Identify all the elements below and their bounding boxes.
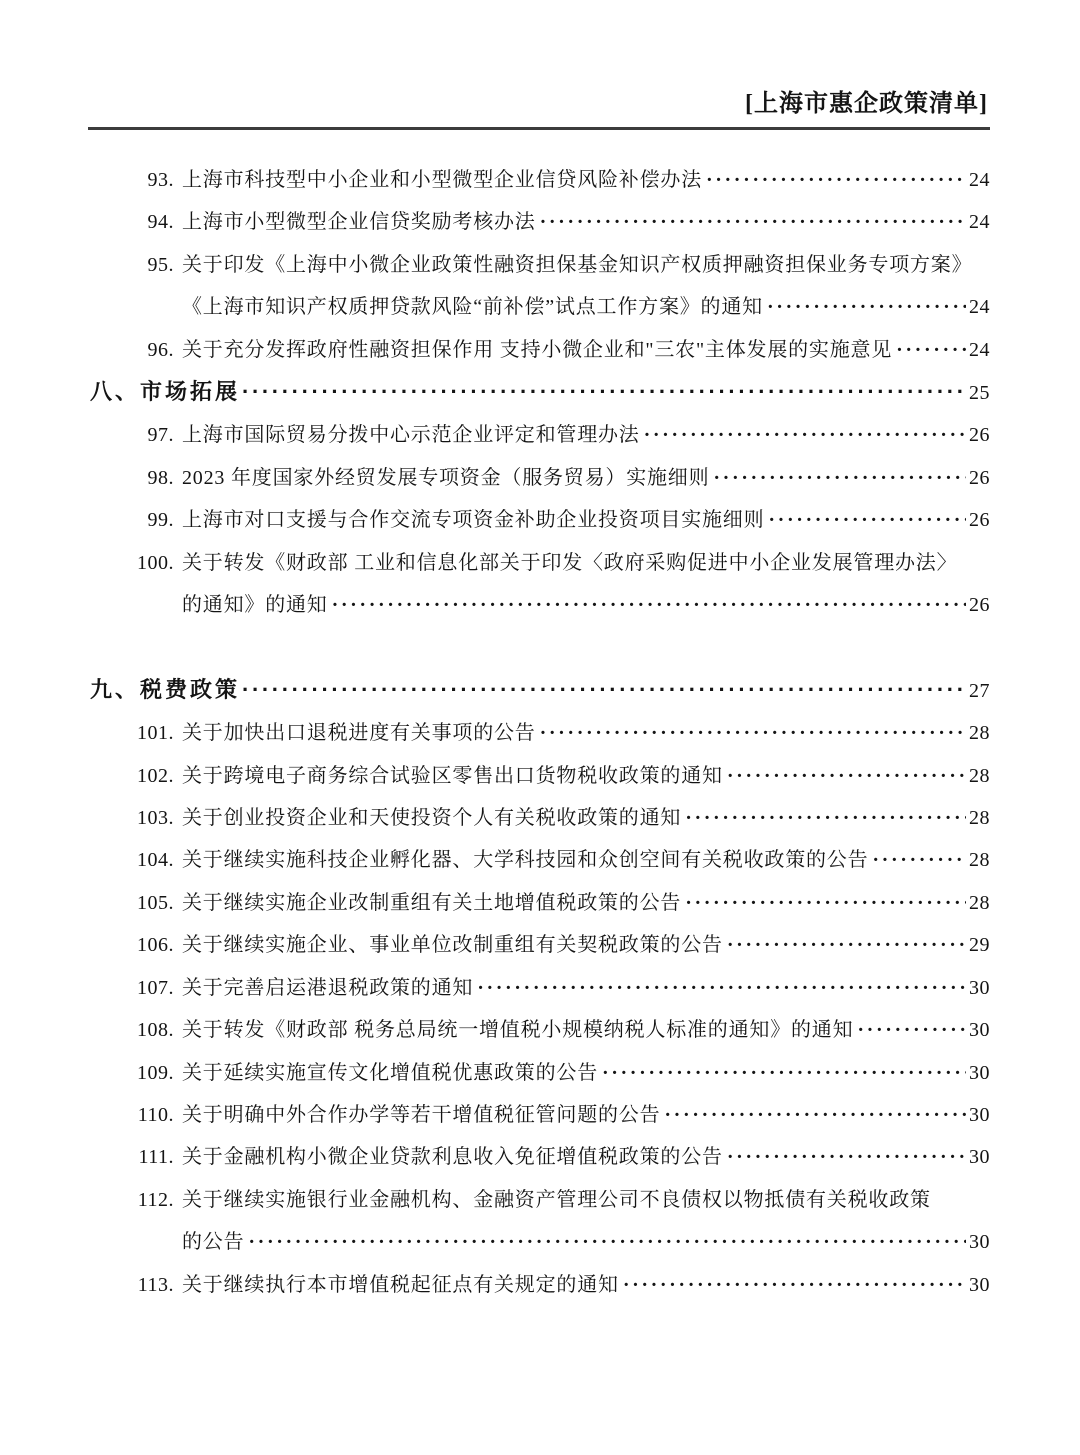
toc-item-title-line: 关于转发《财政部 工业和信息化部关于印发〈政府采购促进中小企业发展管理办法〉 xyxy=(182,551,958,574)
toc-item-title: 关于继续执行本市增值税起征点有关规定的通知 xyxy=(182,1273,619,1296)
dot-leader xyxy=(664,1094,966,1136)
toc-item-body xyxy=(182,414,990,456)
page-number: 28 xyxy=(969,764,990,787)
toc-item-row xyxy=(88,201,990,243)
header-rule xyxy=(88,127,990,130)
toc-item-body xyxy=(182,924,990,966)
dot-leader xyxy=(727,1136,966,1178)
dot-leader xyxy=(727,755,966,797)
dot-leader xyxy=(685,797,966,839)
toc-item-row xyxy=(88,244,990,329)
toc-item-row xyxy=(88,159,990,201)
toc-item-title: 关于加快出口退税进度有关事项的公告 xyxy=(182,722,536,745)
toc-item-number: 105. xyxy=(137,891,174,914)
dot-leader xyxy=(896,329,966,371)
toc-item-row xyxy=(88,499,990,541)
toc-section-label: 八、 xyxy=(90,379,141,405)
page-number: 28 xyxy=(969,891,990,914)
toc-item-number: 95. xyxy=(147,253,174,276)
toc-item-last-line xyxy=(182,1136,990,1178)
toc-item-row xyxy=(88,967,990,1009)
toc-item-number: 94. xyxy=(147,211,174,234)
toc-item-last-line xyxy=(182,882,990,924)
toc-item-title: 《上海市知识产权质押贷款风险“前补偿”试点工作方案》的通知 xyxy=(182,296,763,319)
toc-item-row xyxy=(88,414,990,456)
toc-section-title: 税费政策 xyxy=(140,676,241,702)
toc-item-last-line xyxy=(182,924,990,966)
dot-leader xyxy=(248,1221,966,1263)
toc-item-number: 99. xyxy=(147,509,174,532)
toc-item-row xyxy=(88,712,990,754)
page-number: 28 xyxy=(969,722,990,745)
toc-item-body xyxy=(182,1009,990,1051)
toc-item-title: 关于继续实施科技企业孵化器、大学科技园和众创空间有关税收政策的公告 xyxy=(182,849,869,872)
toc-item-last-line xyxy=(182,712,990,754)
toc-item-number: 109. xyxy=(137,1061,174,1084)
dot-leader xyxy=(857,1009,966,1051)
toc-item-row xyxy=(88,924,990,966)
page-header xyxy=(88,92,990,130)
toc-item-last-line xyxy=(182,1052,990,1094)
toc-item-last-line xyxy=(182,1094,990,1136)
page-number: 26 xyxy=(969,424,990,447)
toc-item-body xyxy=(182,159,990,201)
toc-item-body xyxy=(182,967,990,1009)
toc-item-number: 101. xyxy=(137,722,174,745)
page-number: 26 xyxy=(969,594,990,617)
toc-item-body xyxy=(182,797,990,839)
toc-item-title-line: 关于继续实施银行业金融机构、金融资产管理公司不良债权以物抵债有关税收政策 xyxy=(182,1188,931,1211)
toc-item-last-line xyxy=(182,797,990,839)
toc-item-title: 上海市科技型中小企业和小型微型企业信贷风险补偿办法 xyxy=(182,169,702,191)
toc-item-row xyxy=(88,1264,990,1306)
toc-item-title: 2023 年度国家外经贸发展专项资金（服务贸易）实施细则 xyxy=(182,466,710,489)
dot-leader xyxy=(540,712,966,754)
dot-leader xyxy=(872,839,966,881)
page-number: 27 xyxy=(969,679,990,702)
page-number: 29 xyxy=(969,934,990,957)
toc-item-number: 112. xyxy=(137,1188,174,1211)
toc-item-body xyxy=(182,329,990,371)
toc-item-last-line xyxy=(182,1221,990,1263)
toc-item-body xyxy=(182,1179,990,1264)
toc-item-last-line xyxy=(182,286,990,328)
toc-item-last-line xyxy=(182,1009,990,1051)
toc-item-number: 113. xyxy=(137,1273,174,1296)
toc-item-row xyxy=(88,1009,990,1051)
toc-item-body xyxy=(182,1052,990,1094)
page-number: 24 xyxy=(969,296,990,319)
toc-item-title: 上海市对口支援与合作交流专项资金补助企业投资项目实施细则 xyxy=(182,509,765,532)
toc-item-title: 关于完善启运港退税政策的通知 xyxy=(182,976,474,999)
dot-leader xyxy=(623,1264,966,1306)
dot-leader xyxy=(332,584,966,626)
toc-item-title: 关于金融机构小微企业贷款利息收入免征增值税政策的公告 xyxy=(182,1146,723,1169)
toc-section-row xyxy=(88,371,990,414)
toc-item-row xyxy=(88,797,990,839)
toc-section-row xyxy=(88,669,990,712)
toc-item-row xyxy=(88,882,990,924)
page-number: 24 xyxy=(969,338,990,361)
toc-item-row xyxy=(88,1179,990,1264)
page-number: 30 xyxy=(969,976,990,999)
page-number: 30 xyxy=(969,1231,990,1254)
dot-leader xyxy=(602,1052,966,1094)
toc-item-row xyxy=(88,1052,990,1094)
toc-item-last-line xyxy=(182,499,990,541)
toc-section-title: 市场拓展 xyxy=(140,379,241,405)
toc-item-body xyxy=(182,201,990,243)
page-number: 26 xyxy=(969,509,990,532)
toc-item-body xyxy=(182,755,990,797)
dot-leader xyxy=(685,882,966,924)
toc-item-body xyxy=(182,542,990,627)
dot-leader xyxy=(768,499,966,541)
toc-item-title: 关于明确中外合作办学等若干增值税征管问题的公告 xyxy=(182,1103,661,1126)
toc-item-body xyxy=(182,1094,990,1136)
toc-item-title: 关于转发《财政部 税务总局统一增值税小规模纳税人标准的通知》的通知 xyxy=(182,1019,854,1042)
toc-item-body xyxy=(182,499,990,541)
page-number: 30 xyxy=(969,1019,990,1042)
toc-item-row xyxy=(88,1136,990,1178)
toc-item-number: 106. xyxy=(137,934,174,957)
toc-spacer xyxy=(88,626,990,668)
page-number: 30 xyxy=(969,1273,990,1296)
dot-leader xyxy=(644,414,966,456)
toc-item-row xyxy=(88,1094,990,1136)
toc-item-title: 的公告 xyxy=(182,1231,245,1254)
toc-item-last-line xyxy=(182,839,990,881)
toc-item-number: 111. xyxy=(138,1146,174,1169)
toc-item-body xyxy=(182,244,990,329)
toc-item-row xyxy=(88,755,990,797)
toc-item-body xyxy=(182,1136,990,1178)
toc-item-number: 110. xyxy=(137,1103,174,1126)
toc-item-number: 108. xyxy=(137,1019,174,1042)
toc-item-number: 107. xyxy=(137,976,174,999)
toc-item-body xyxy=(182,1264,990,1306)
toc-item-last-line xyxy=(182,457,990,499)
page-number: 24 xyxy=(969,169,990,191)
toc-item-number: 93. xyxy=(147,169,174,191)
toc-item-title-line: 关于印发《上海中小微企业政策性融资担保基金知识产权质押融资担保业务专项方案》 xyxy=(182,253,973,276)
page-number: 24 xyxy=(969,211,990,234)
toc-item-number: 103. xyxy=(137,807,174,830)
toc-item-body xyxy=(182,882,990,924)
toc-item-last-line xyxy=(182,201,990,243)
toc-section-label: 九、 xyxy=(90,676,141,702)
dot-leader xyxy=(767,286,966,328)
dot-leader xyxy=(540,201,966,243)
toc-item-number: 102. xyxy=(137,764,174,787)
toc-item-last-line xyxy=(182,755,990,797)
page-number: 28 xyxy=(969,849,990,872)
toc-item-last-line xyxy=(182,1264,990,1306)
page-number: 30 xyxy=(969,1061,990,1084)
toc-item-body xyxy=(182,839,990,881)
dot-leader xyxy=(242,669,966,711)
toc-item-row xyxy=(88,542,990,627)
toc-item-title: 关于延续实施宣传文化增值税优惠政策的公告 xyxy=(182,1061,598,1084)
page-number: 28 xyxy=(969,807,990,830)
toc-item-title: 上海市小型微型企业信贷奖励考核办法 xyxy=(182,211,536,234)
page-number: 26 xyxy=(969,466,990,489)
page-number: 30 xyxy=(969,1146,990,1169)
toc-item-last-line xyxy=(182,967,990,1009)
toc-item-last-line xyxy=(182,159,990,201)
toc-item-row xyxy=(88,329,990,371)
toc-item-last-line xyxy=(182,329,990,371)
toc-item-last-line xyxy=(182,584,990,626)
dot-leader xyxy=(713,457,966,499)
page-header-title: [上海市惠企政策清单] xyxy=(745,91,988,117)
page-number: 25 xyxy=(969,382,990,405)
dot-leader xyxy=(242,371,966,413)
page-number: 30 xyxy=(969,1103,990,1126)
toc-list xyxy=(88,159,990,1306)
toc-item-title: 关于继续实施企业改制重组有关土地增值税政策的公告 xyxy=(182,891,682,914)
toc-item-number: 98. xyxy=(147,466,174,489)
toc-item-title: 上海市国际贸易分拨中心示范企业评定和管理办法 xyxy=(182,424,640,447)
toc-item-last-line xyxy=(182,414,990,456)
dot-leader xyxy=(706,159,966,201)
toc-item-row xyxy=(88,457,990,499)
toc-item-title: 的通知》的通知 xyxy=(182,594,328,617)
toc-item-number: 104. xyxy=(137,849,174,872)
toc-item-number: 97. xyxy=(147,424,174,447)
toc-item-title: 关于创业投资企业和天使投资个人有关税收政策的通知 xyxy=(182,807,682,830)
toc-item-body xyxy=(182,457,990,499)
dot-leader xyxy=(727,924,966,966)
toc-item-title: 关于跨境电子商务综合试验区零售出口货物税收政策的通知 xyxy=(182,764,723,787)
dot-leader xyxy=(477,967,966,1009)
toc-item-body xyxy=(182,712,990,754)
toc-item-title: 关于充分发挥政府性融资担保作用 支持小微企业和"三农"主体发展的实施意见 xyxy=(182,338,893,361)
toc-item-row xyxy=(88,839,990,881)
toc-item-title: 关于继续实施企业、事业单位改制重组有关契税政策的公告 xyxy=(182,934,723,957)
toc-item-number: 96. xyxy=(147,338,174,361)
toc-item-number: 100. xyxy=(137,551,174,574)
